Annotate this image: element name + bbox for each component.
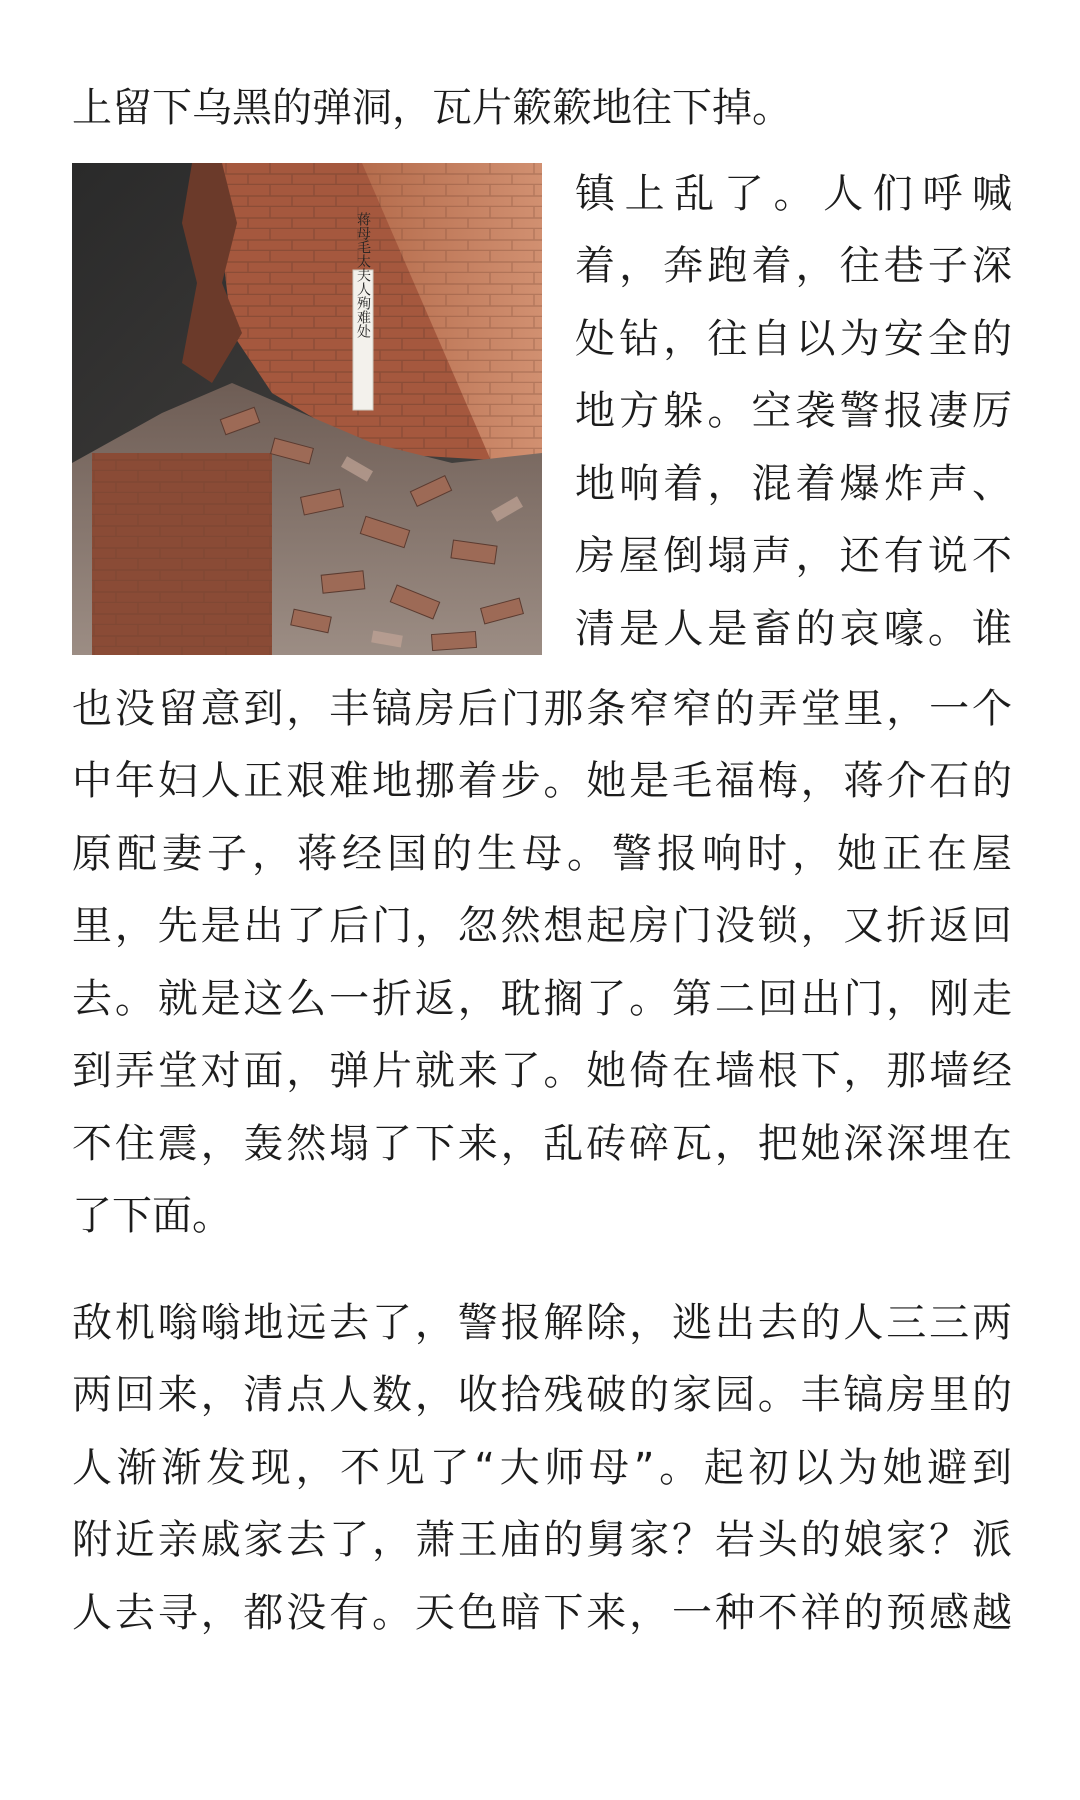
paragraph-line: 了下面。 (72, 1193, 232, 1239)
paragraph-line: 人去寻，都没有。天色暗下来，一种不祥的预感越 (72, 1589, 1012, 1636)
memorial-inscription: 蒋母毛太夫人殉难处 (355, 211, 371, 338)
side-line: 房屋倒塌声，还有说不 (575, 533, 1012, 579)
side-line: 镇上乱了。人们呼喊 (575, 170, 1012, 217)
paragraph-line: 不住震，轰然塌了下来，乱砖碎瓦，把她深深埋在 (72, 1120, 1012, 1167)
paragraph-line: 里，先是出了后门，忽然想起房门没锁，又折返回 (72, 903, 1012, 949)
paragraph-1 (72, 673, 1012, 1253)
paragraph-line: 附近亲戚家去了，萧王庙的舅家？岩头的娘家？派 (72, 1517, 1012, 1563)
paragraph-line: 原配妻子，蒋经国的生母。警报响时，她正在屋 (72, 830, 1012, 877)
paragraph-spacer (72, 1253, 1012, 1287)
paragraph-line: 敌机嗡嗡地远去了，警报解除，逃出去的人三三两 (72, 1299, 1012, 1346)
side-line: 清是人是畜的哀嚎。谁 (575, 605, 1012, 652)
paragraph-line: 两回来，清点人数，收拾残破的家园。丰镐房里的 (72, 1372, 1012, 1418)
side-line: 着，奔跑着，往巷子深 (575, 243, 1012, 289)
paragraph-line: 中年妇人正艰难地挪着步。她是毛福梅，蒋介石的 (72, 758, 1012, 804)
paragraph-2 (72, 1287, 1012, 1650)
side-line: 地方躲。空袭警报凄厉 (575, 388, 1012, 434)
opening-line: 上留下乌黑的弹洞，瓦片簌簌地往下掉。 (72, 85, 792, 131)
paragraph-line: 去。就是这么一折返，耽搁了。第二回出门，刚走 (72, 975, 1012, 1022)
figure-with-text (72, 163, 1012, 673)
collapsed-brick-wall-photo (72, 163, 542, 655)
side-text-column (575, 158, 1012, 666)
side-line: 处钻，往自以为安全的 (575, 315, 1012, 362)
paragraph-line: 也没留意到，丰镐房后门那条窄窄的弄堂里，一个 (72, 685, 1012, 732)
article-body (72, 72, 1012, 1649)
side-line: 地响着，混着爆炸声、 (575, 460, 1012, 507)
paragraph-line: 人渐渐发现，不见了“大师母”。起初以为她避到 (72, 1444, 1012, 1491)
paragraph-line: 到弄堂对面，弹片就来了。她倚在墙根下，那墙经 (72, 1048, 1012, 1094)
